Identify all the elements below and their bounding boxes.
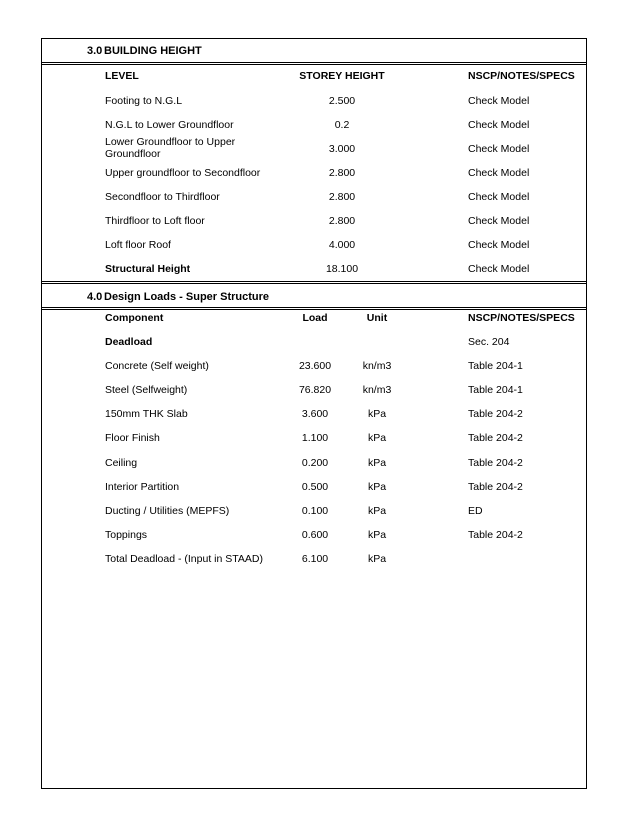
height-cell: 2.800 [328,215,356,227]
notes-cell: Check Model [468,239,530,251]
height-cell: 2.800 [328,191,356,203]
table-row [42,191,586,215]
level-cell: N.G.L to Lower Groundfloor [105,119,234,131]
header-unit: Unit [366,312,388,324]
unit-cell: kPa [367,529,387,541]
level-cell: Secondfloor to Thirdfloor [105,191,220,203]
component-cell: Toppings [105,529,148,541]
load-cell: 3.600 [301,408,329,420]
level-cell: Footing to N.G.L [105,95,183,107]
load-cell: 0.500 [301,481,329,493]
load-cell: 0.600 [301,529,329,541]
notes-cell: Check Model [468,191,530,203]
load-cell: 6.100 [301,553,329,565]
notes-cell: Check Model [468,167,530,179]
table-row [42,136,586,160]
height-cell: 4.000 [328,239,356,251]
notes-cell: Check Model [468,263,530,275]
notes-cell: Table 204-1 [468,360,523,372]
deadload-group-row [42,336,586,360]
section-4-title: Design Loads - Super Structure [104,291,270,303]
level-cell: Thirdfloor to Loft floor [105,215,205,227]
component-cell: 150mm THK Slab [105,408,188,420]
table-row [42,167,586,191]
notes-cell: Table 204-2 [468,529,523,541]
height-cell: 2.500 [328,95,356,107]
section-4-header [42,281,586,310]
level-cell: Lower Groundfloor to Upper Groundfloor [105,136,236,160]
load-cell: 23.600 [298,360,332,372]
component-cell: Interior Partition [105,481,180,493]
table-row [42,529,586,553]
height-cell: 0.2 [334,119,350,131]
component-cell: Total Deadload - (Input in STAAD) [105,553,263,565]
header-level: LEVEL [105,70,139,82]
unit-cell: kPa [367,505,387,517]
table-row [42,481,586,505]
table-row [42,360,586,384]
notes-cell: Table 204-2 [468,481,523,493]
group-notes: Sec. 204 [468,336,510,348]
unit-cell: kPa [367,432,387,444]
unit-cell: kPa [367,457,387,469]
table-row-total [42,553,586,577]
notes-cell: Check Model [468,95,530,107]
section-3-title: BUILDING HEIGHT [104,45,202,57]
unit-cell: kPa [367,481,387,493]
notes-cell: Table 204-2 [468,457,523,469]
load-cell: 0.100 [301,505,329,517]
section-3-header [42,39,586,65]
notes-cell: Table 204-2 [468,432,523,444]
unit-cell: kPa [367,408,387,420]
component-cell: Steel (Selfweight) [105,384,188,396]
component-cell: Floor Finish [105,432,160,444]
document-frame [41,38,587,789]
table-row [42,384,586,408]
load-cell: 76.820 [298,384,332,396]
component-cell: Ceiling [105,457,138,469]
unit-cell: kPa [367,553,387,565]
height-cell: 2.800 [328,167,356,179]
component-cell: Ducting / Utilities (MEPFS) [105,505,230,517]
notes-cell: Table 204-2 [468,408,523,420]
notes-cell: Check Model [468,143,530,155]
header-notes: NSCP/NOTES/SPECS [468,312,575,324]
load-cell: 1.100 [301,432,329,444]
component-cell: Concrete (Self weight) [105,360,209,372]
unit-cell: kn/m3 [362,360,392,372]
table-row [42,408,586,432]
section-4-column-headers [42,312,586,336]
height-cell: 3.000 [328,143,356,155]
section-4-number: 4.0 [87,291,103,303]
notes-cell: ED [468,505,483,517]
table-row [42,457,586,481]
level-cell: Loft floor Roof [105,239,171,251]
header-notes: NSCP/NOTES/SPECS [468,70,575,82]
unit-cell: kn/m3 [362,384,392,396]
table-row [42,215,586,239]
section-3-number: 3.0 [87,45,103,57]
load-cell: 0.200 [301,457,329,469]
header-component: Component [105,312,164,324]
notes-cell: Check Model [468,119,530,131]
group-label: Deadload [105,336,153,348]
notes-cell: Check Model [468,215,530,227]
table-row [42,239,586,263]
level-cell: Structural Height [105,263,191,275]
level-cell: Upper groundfloor to Secondfloor [105,167,261,179]
table-row [42,432,586,456]
header-storey-height: STOREY HEIGHT [299,70,385,82]
section-3-column-headers [42,70,586,94]
table-row [42,95,586,119]
notes-cell: Table 204-1 [468,384,523,396]
height-cell: 18.100 [325,263,359,275]
header-load: Load [302,312,328,324]
table-row [42,505,586,529]
